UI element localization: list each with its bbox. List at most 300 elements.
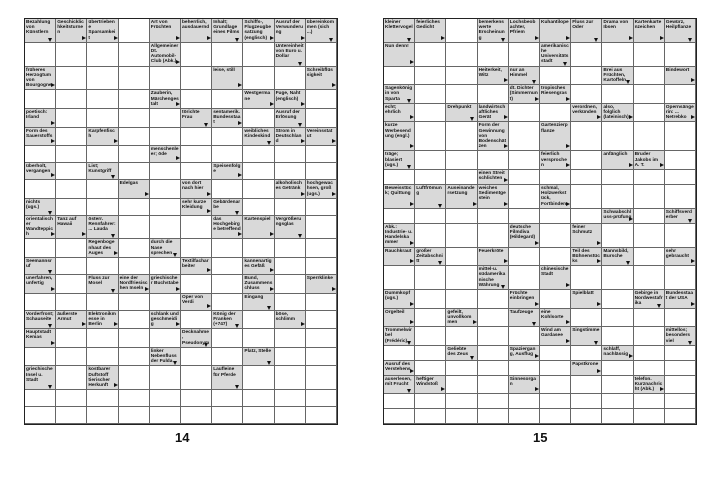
answer-cell[interactable]	[275, 199, 306, 216]
answer-cell[interactable]	[634, 409, 665, 424]
answer-cell[interactable]	[602, 224, 633, 248]
answer-cell[interactable]	[212, 128, 243, 147]
answer-cell[interactable]	[478, 209, 509, 224]
answer-cell[interactable]	[634, 104, 665, 123]
answer-cell[interactable]	[212, 294, 243, 311]
answer-cell[interactable]	[602, 122, 633, 151]
answer-cell[interactable]	[634, 266, 665, 290]
answer-cell[interactable]	[634, 67, 665, 86]
answer-cell[interactable]	[275, 366, 306, 390]
clue-cell	[509, 290, 540, 309]
answer-cell[interactable]	[384, 346, 415, 361]
answer-cell[interactable]	[212, 239, 243, 258]
answer-cell[interactable]	[150, 366, 181, 390]
answer-cell[interactable]	[571, 209, 602, 224]
answer-cell[interactable]	[119, 109, 150, 128]
answer-cell[interactable]	[150, 258, 181, 275]
answer-cell[interactable]	[212, 407, 243, 424]
answer-cell[interactable]	[243, 180, 274, 199]
answer-cell[interactable]	[87, 329, 118, 348]
answer-cell[interactable]	[150, 109, 181, 128]
answer-cell[interactable]	[446, 248, 477, 267]
answer-cell[interactable]	[478, 224, 509, 248]
answer-cell[interactable]	[634, 346, 665, 361]
answer-cell[interactable]	[634, 394, 665, 409]
answer-cell[interactable]	[571, 43, 602, 67]
answer-cell[interactable]	[275, 329, 306, 348]
answer-cell[interactable]	[243, 311, 274, 330]
answer-cell[interactable]	[571, 122, 602, 151]
answer-cell[interactable]	[478, 346, 509, 361]
answer-cell[interactable]	[665, 266, 696, 290]
answer-cell[interactable]	[150, 216, 181, 240]
answer-cell[interactable]	[243, 146, 274, 163]
answer-cell[interactable]	[306, 258, 337, 275]
answer-cell[interactable]	[306, 109, 337, 128]
answer-cell[interactable]	[56, 348, 87, 367]
answer-cell[interactable]	[243, 67, 274, 91]
clue-text: verordnen, verkünden	[572, 104, 597, 116]
answer-cell[interactable]	[181, 216, 212, 240]
answer-cell[interactable]	[25, 407, 56, 424]
answer-cell[interactable]	[243, 366, 274, 390]
answer-cell[interactable]	[415, 224, 446, 248]
answer-cell[interactable]	[540, 248, 571, 267]
answer-cell[interactable]	[243, 239, 274, 258]
answer-cell[interactable]	[478, 151, 509, 170]
answer-cell[interactable]	[446, 266, 477, 290]
arrow-icon	[535, 387, 539, 391]
answer-cell[interactable]	[571, 266, 602, 290]
answer-cell[interactable]	[415, 290, 446, 309]
answer-cell[interactable]	[56, 199, 87, 216]
answer-cell[interactable]	[87, 109, 118, 128]
answer-cell[interactable]	[478, 309, 509, 328]
answer-cell[interactable]	[665, 224, 696, 248]
answer-cell[interactable]	[571, 376, 602, 395]
answer-cell[interactable]	[509, 327, 540, 346]
answer-cell[interactable]	[212, 90, 243, 109]
answer-cell[interactable]	[243, 163, 274, 180]
answer-cell[interactable]	[25, 43, 56, 67]
answer-cell[interactable]	[602, 327, 633, 346]
answer-cell[interactable]	[384, 266, 415, 290]
answer-cell[interactable]	[634, 224, 665, 248]
answer-cell[interactable]	[119, 19, 150, 43]
answer-cell[interactable]	[478, 409, 509, 424]
answer-cell[interactable]	[446, 170, 477, 185]
answer-cell[interactable]	[119, 146, 150, 163]
answer-cell[interactable]	[150, 180, 181, 199]
answer-cell[interactable]	[181, 128, 212, 147]
arrow-icon	[470, 117, 474, 121]
clue-cell	[665, 327, 696, 346]
answer-cell[interactable]	[150, 163, 181, 180]
answer-cell[interactable]	[415, 85, 446, 104]
answer-cell[interactable]	[150, 329, 181, 348]
answer-cell[interactable]	[243, 43, 274, 67]
answer-cell[interactable]	[275, 294, 306, 311]
answer-cell[interactable]	[384, 394, 415, 409]
answer-cell[interactable]	[634, 170, 665, 185]
answer-cell[interactable]	[509, 266, 540, 290]
answer-cell[interactable]	[150, 199, 181, 216]
answer-cell[interactable]	[275, 146, 306, 163]
answer-cell[interactable]	[306, 294, 337, 311]
arrow-icon	[298, 234, 302, 238]
answer-cell[interactable]	[446, 224, 477, 248]
answer-cell[interactable]	[665, 346, 696, 361]
answer-cell[interactable]	[415, 67, 446, 86]
answer-cell[interactable]	[181, 90, 212, 109]
clue-cell	[306, 275, 337, 294]
answer-cell[interactable]	[56, 329, 87, 348]
answer-cell[interactable]	[212, 180, 243, 199]
answer-cell[interactable]	[540, 376, 571, 395]
clue-text: eine der Nordfriesischen Inseln	[119, 275, 148, 292]
answer-cell[interactable]	[446, 394, 477, 409]
answer-cell[interactable]	[446, 290, 477, 309]
answer-cell[interactable]	[446, 327, 477, 346]
answer-cell[interactable]	[634, 248, 665, 267]
answer-cell[interactable]	[446, 122, 477, 151]
answer-cell[interactable]	[602, 85, 633, 104]
answer-cell[interactable]	[571, 346, 602, 361]
answer-cell[interactable]	[25, 239, 56, 258]
clue-cell	[602, 209, 633, 224]
clue-text: Oper von Verdi	[182, 294, 204, 305]
answer-cell[interactable]	[119, 294, 150, 311]
answer-cell[interactable]	[275, 390, 306, 407]
answer-cell[interactable]	[509, 248, 540, 267]
answer-cell[interactable]	[540, 346, 571, 361]
answer-cell[interactable]	[25, 348, 56, 367]
answer-cell[interactable]	[243, 109, 274, 128]
answer-cell[interactable]	[87, 146, 118, 163]
answer-cell[interactable]	[665, 85, 696, 104]
answer-cell[interactable]	[181, 366, 212, 390]
answer-cell[interactable]	[540, 67, 571, 86]
answer-cell[interactable]	[25, 180, 56, 199]
answer-cell[interactable]	[509, 122, 540, 151]
answer-cell[interactable]	[87, 294, 118, 311]
answer-cell[interactable]	[119, 216, 150, 240]
answer-cell[interactable]	[275, 239, 306, 258]
answer-cell[interactable]	[446, 67, 477, 86]
clue-cell	[665, 290, 696, 309]
answer-cell[interactable]	[446, 43, 477, 67]
answer-cell[interactable]	[119, 348, 150, 367]
answer-cell[interactable]	[415, 151, 446, 170]
answer-cell[interactable]	[56, 275, 87, 294]
answer-cell[interactable]	[181, 146, 212, 163]
answer-cell[interactable]	[25, 294, 56, 311]
answer-cell[interactable]	[243, 329, 274, 348]
answer-cell[interactable]	[478, 361, 509, 376]
answer-cell[interactable]	[150, 294, 181, 311]
answer-cell[interactable]	[602, 409, 633, 424]
answer-cell[interactable]	[540, 209, 571, 224]
answer-cell[interactable]	[602, 266, 633, 290]
answer-cell[interactable]	[571, 67, 602, 86]
answer-cell[interactable]	[87, 258, 118, 275]
answer-cell[interactable]	[243, 390, 274, 407]
answer-cell[interactable]	[181, 311, 212, 330]
answer-cell[interactable]	[56, 366, 87, 390]
answer-cell[interactable]	[478, 394, 509, 409]
answer-cell[interactable]	[446, 361, 477, 376]
answer-cell[interactable]	[446, 409, 477, 424]
clue-text: Karpfenfisch	[88, 128, 115, 139]
answer-cell[interactable]	[665, 122, 696, 151]
answer-cell[interactable]	[634, 209, 665, 224]
answer-cell[interactable]	[306, 146, 337, 163]
clue-cell	[119, 180, 150, 199]
answer-cell[interactable]	[665, 185, 696, 209]
answer-cell[interactable]	[306, 43, 337, 67]
answer-cell[interactable]	[540, 224, 571, 248]
answer-cell[interactable]	[415, 327, 446, 346]
answer-cell[interactable]	[634, 361, 665, 376]
answer-cell[interactable]	[634, 122, 665, 151]
answer-cell[interactable]	[181, 67, 212, 91]
answer-cell[interactable]	[87, 390, 118, 407]
answer-cell[interactable]	[87, 180, 118, 199]
answer-cell[interactable]	[540, 361, 571, 376]
answer-cell[interactable]	[509, 361, 540, 376]
answer-cell[interactable]	[119, 407, 150, 424]
answer-cell[interactable]	[181, 348, 212, 367]
answer-cell[interactable]	[415, 361, 446, 376]
answer-cell[interactable]	[275, 407, 306, 424]
answer-cell[interactable]	[306, 366, 337, 390]
answer-cell[interactable]	[56, 407, 87, 424]
answer-cell[interactable]	[212, 390, 243, 407]
answer-cell[interactable]	[446, 85, 477, 104]
answer-cell[interactable]	[306, 216, 337, 240]
answer-cell[interactable]	[571, 151, 602, 170]
answer-cell[interactable]	[602, 376, 633, 395]
answer-cell[interactable]	[665, 43, 696, 67]
answer-cell[interactable]	[87, 348, 118, 367]
answer-cell[interactable]	[509, 104, 540, 123]
answer-cell[interactable]	[602, 170, 633, 185]
answer-cell[interactable]	[56, 128, 87, 147]
clue-text: feiner Schmutz	[572, 224, 593, 235]
answer-cell[interactable]	[25, 146, 56, 163]
answer-cell[interactable]	[119, 43, 150, 67]
answer-cell[interactable]	[150, 128, 181, 147]
answer-cell[interactable]	[181, 239, 212, 258]
answer-cell[interactable]	[119, 390, 150, 407]
answer-cell[interactable]	[56, 90, 87, 109]
answer-cell[interactable]	[665, 170, 696, 185]
answer-cell[interactable]	[25, 390, 56, 407]
answer-cell[interactable]	[478, 43, 509, 67]
answer-cell[interactable]	[181, 390, 212, 407]
answer-cell[interactable]	[415, 209, 446, 224]
answer-cell[interactable]	[119, 90, 150, 109]
answer-cell[interactable]	[478, 327, 509, 346]
answer-cell[interactable]	[540, 104, 571, 123]
answer-cell[interactable]	[415, 346, 446, 361]
answer-cell[interactable]	[509, 151, 540, 170]
answer-cell[interactable]	[87, 407, 118, 424]
answer-cell[interactable]	[181, 163, 212, 180]
answer-cell[interactable]	[540, 290, 571, 309]
answer-cell[interactable]	[306, 163, 337, 180]
answer-cell[interactable]	[571, 394, 602, 409]
answer-cell[interactable]	[540, 409, 571, 424]
answer-cell[interactable]	[212, 348, 243, 367]
answer-cell[interactable]	[306, 90, 337, 109]
answer-cell[interactable]	[540, 394, 571, 409]
answer-cell[interactable]	[571, 409, 602, 424]
answer-cell[interactable]	[509, 394, 540, 409]
answer-cell[interactable]	[446, 19, 477, 43]
answer-cell[interactable]	[119, 199, 150, 216]
answer-cell[interactable]	[665, 409, 696, 424]
answer-cell[interactable]	[56, 294, 87, 311]
answer-cell[interactable]	[665, 361, 696, 376]
answer-cell[interactable]	[150, 390, 181, 407]
answer-cell[interactable]	[602, 290, 633, 309]
answer-cell[interactable]	[540, 170, 571, 185]
clue-text: Schiffs-, Flugzeugbesatzung (englisch)	[244, 20, 272, 41]
answer-cell[interactable]	[415, 309, 446, 328]
answer-cell[interactable]	[509, 43, 540, 67]
answer-cell[interactable]	[384, 209, 415, 224]
answer-cell[interactable]	[602, 394, 633, 409]
answer-cell[interactable]	[275, 163, 306, 180]
clue-cell	[509, 19, 540, 43]
arrow-icon	[270, 268, 274, 272]
answer-cell[interactable]	[415, 104, 446, 123]
clue-text: Kuhantilope	[541, 20, 569, 25]
answer-cell[interactable]	[119, 366, 150, 390]
answer-cell[interactable]	[56, 390, 87, 407]
answer-cell[interactable]	[415, 122, 446, 151]
answer-cell[interactable]	[306, 329, 337, 348]
answer-cell[interactable]	[243, 199, 274, 216]
answer-cell[interactable]	[181, 43, 212, 67]
answer-cell[interactable]	[665, 376, 696, 395]
answer-cell[interactable]	[571, 170, 602, 185]
answer-cell[interactable]	[665, 394, 696, 409]
answer-cell[interactable]	[243, 407, 274, 424]
answer-cell[interactable]	[306, 390, 337, 407]
answer-cell[interactable]	[56, 180, 87, 199]
answer-cell[interactable]	[119, 311, 150, 330]
answer-cell[interactable]	[119, 67, 150, 91]
answer-cell[interactable]	[119, 163, 150, 180]
answer-cell[interactable]	[119, 258, 150, 275]
answer-cell[interactable]	[478, 85, 509, 104]
answer-cell[interactable]	[306, 348, 337, 367]
answer-cell[interactable]	[571, 309, 602, 328]
answer-cell[interactable]	[571, 185, 602, 209]
answer-cell[interactable]	[119, 128, 150, 147]
answer-cell[interactable]	[56, 43, 87, 67]
clue-text: Dummkopf (ugs.)	[385, 290, 411, 302]
answer-cell[interactable]	[275, 348, 306, 367]
answer-cell[interactable]	[665, 151, 696, 170]
answer-cell[interactable]	[602, 309, 633, 328]
answer-cell[interactable]	[478, 376, 509, 395]
answer-cell[interactable]	[181, 407, 212, 424]
answer-cell[interactable]	[212, 329, 243, 348]
answer-cell[interactable]	[150, 407, 181, 424]
answer-cell[interactable]	[509, 170, 540, 185]
answer-cell[interactable]	[275, 275, 306, 294]
answer-cell[interactable]	[384, 409, 415, 424]
answer-cell[interactable]	[275, 258, 306, 275]
answer-cell[interactable]	[212, 258, 243, 275]
answer-cell[interactable]	[634, 43, 665, 67]
answer-cell[interactable]	[306, 311, 337, 330]
answer-cell[interactable]	[306, 239, 337, 258]
answer-cell[interactable]	[446, 151, 477, 170]
answer-cell[interactable]	[87, 67, 118, 91]
answer-cell[interactable]	[87, 43, 118, 67]
answer-cell[interactable]	[602, 185, 633, 209]
answer-cell[interactable]	[181, 275, 212, 294]
answer-cell[interactable]	[56, 146, 87, 163]
arrow-icon	[51, 83, 55, 87]
answer-cell[interactable]	[509, 409, 540, 424]
answer-cell[interactable]	[87, 90, 118, 109]
answer-cell[interactable]	[415, 394, 446, 409]
answer-cell[interactable]	[446, 376, 477, 395]
answer-cell[interactable]	[384, 67, 415, 86]
answer-cell[interactable]	[56, 163, 87, 180]
answer-cell[interactable]	[275, 67, 306, 91]
answer-cell[interactable]	[415, 409, 446, 424]
answer-cell[interactable]	[384, 170, 415, 185]
answer-cell[interactable]	[478, 290, 509, 309]
answer-cell[interactable]	[212, 146, 243, 163]
clue-cell	[571, 104, 602, 123]
answer-cell[interactable]	[634, 327, 665, 346]
answer-cell[interactable]	[571, 85, 602, 104]
answer-cell[interactable]	[87, 199, 118, 216]
answer-cell[interactable]	[119, 329, 150, 348]
answer-cell[interactable]	[634, 85, 665, 104]
answer-cell[interactable]	[634, 185, 665, 209]
answer-cell[interactable]	[150, 67, 181, 91]
answer-cell[interactable]	[306, 407, 337, 424]
answer-cell[interactable]	[56, 109, 87, 128]
answer-cell[interactable]	[56, 67, 87, 91]
answer-cell[interactable]	[212, 275, 243, 294]
answer-cell[interactable]	[119, 239, 150, 258]
answer-cell[interactable]	[415, 170, 446, 185]
answer-cell[interactable]	[446, 209, 477, 224]
answer-cell[interactable]	[602, 361, 633, 376]
answer-cell[interactable]	[509, 185, 540, 209]
answer-cell[interactable]	[25, 90, 56, 109]
answer-cell[interactable]	[509, 209, 540, 224]
answer-cell[interactable]	[306, 199, 337, 216]
answer-cell[interactable]	[56, 239, 87, 258]
answer-cell[interactable]	[665, 309, 696, 328]
answer-cell[interactable]	[415, 43, 446, 67]
answer-cell[interactable]	[212, 43, 243, 67]
answer-cell[interactable]	[415, 266, 446, 290]
answer-cell[interactable]	[634, 309, 665, 328]
answer-cell[interactable]	[602, 43, 633, 67]
answer-cell[interactable]	[56, 258, 87, 275]
